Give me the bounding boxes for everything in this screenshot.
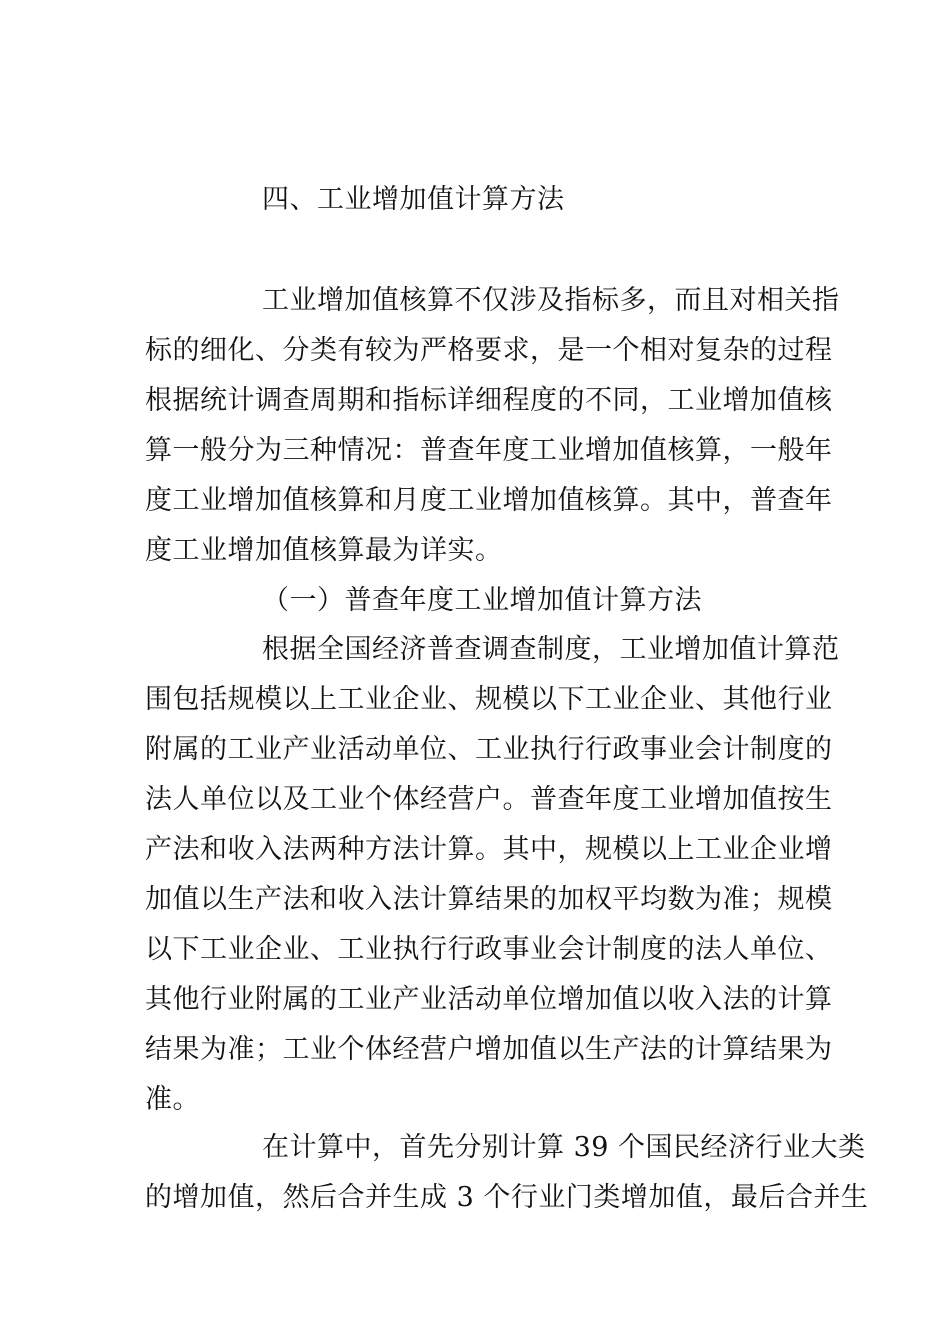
paragraph-line: 围包括规模以上工业企业、规模以下工业企业、其他行业 <box>145 684 833 715</box>
paragraph-line: 度工业增加值核算最为详实。 <box>145 535 503 566</box>
paragraph-line: 准。 <box>145 1084 200 1115</box>
paragraph-line: 以下工业企业、工业执行行政事业会计制度的法人单位、 <box>145 934 833 965</box>
section-heading: 四、工业增加值计算方法 <box>262 184 565 215</box>
subsection-heading: （一）普查年度工业增加值计算方法 <box>262 585 702 616</box>
paragraph-line: 法人单位以及工业个体经营户。普查年度工业增加值按生 <box>145 784 833 815</box>
paragraph-line: 其他行业附属的工业产业活动单位增加值以收入法的计算 <box>145 984 833 1015</box>
paragraph-line: 标的细化、分类有较为严格要求，是一个相对复杂的过程 <box>145 335 833 366</box>
paragraph-line: 产法和收入法两种方法计算。其中，规模以上工业企业增 <box>145 834 833 865</box>
paragraph-line: 工业增加值核算不仅涉及指标多，而且对相关指 <box>262 285 840 316</box>
paragraph-line: 在计算中，首先分别计算 39 个国民经济行业大类 <box>262 1132 866 1163</box>
paragraph-line: 度工业增加值核算和月度工业增加值核算。其中，普查年 <box>145 485 833 516</box>
paragraph-line: 算一般分为三种情况：普查年度工业增加值核算，一般年 <box>145 435 833 466</box>
paragraph-line: 的增加值，然后合并生成 3 个行业门类增加值，最后合并生 <box>145 1182 869 1213</box>
paragraph-line: 根据统计调查周期和指标详细程度的不同，工业增加值核 <box>145 385 833 416</box>
paragraph-line: 根据全国经济普查调查制度，工业增加值计算范 <box>262 634 840 665</box>
paragraph-line: 附属的工业产业活动单位、工业执行行政事业会计制度的 <box>145 734 833 765</box>
paragraph-line: 结果为准；工业个体经营户增加值以生产法的计算结果为 <box>145 1034 833 1065</box>
paragraph-line: 加值以生产法和收入法计算结果的加权平均数为准；规模 <box>145 884 833 915</box>
